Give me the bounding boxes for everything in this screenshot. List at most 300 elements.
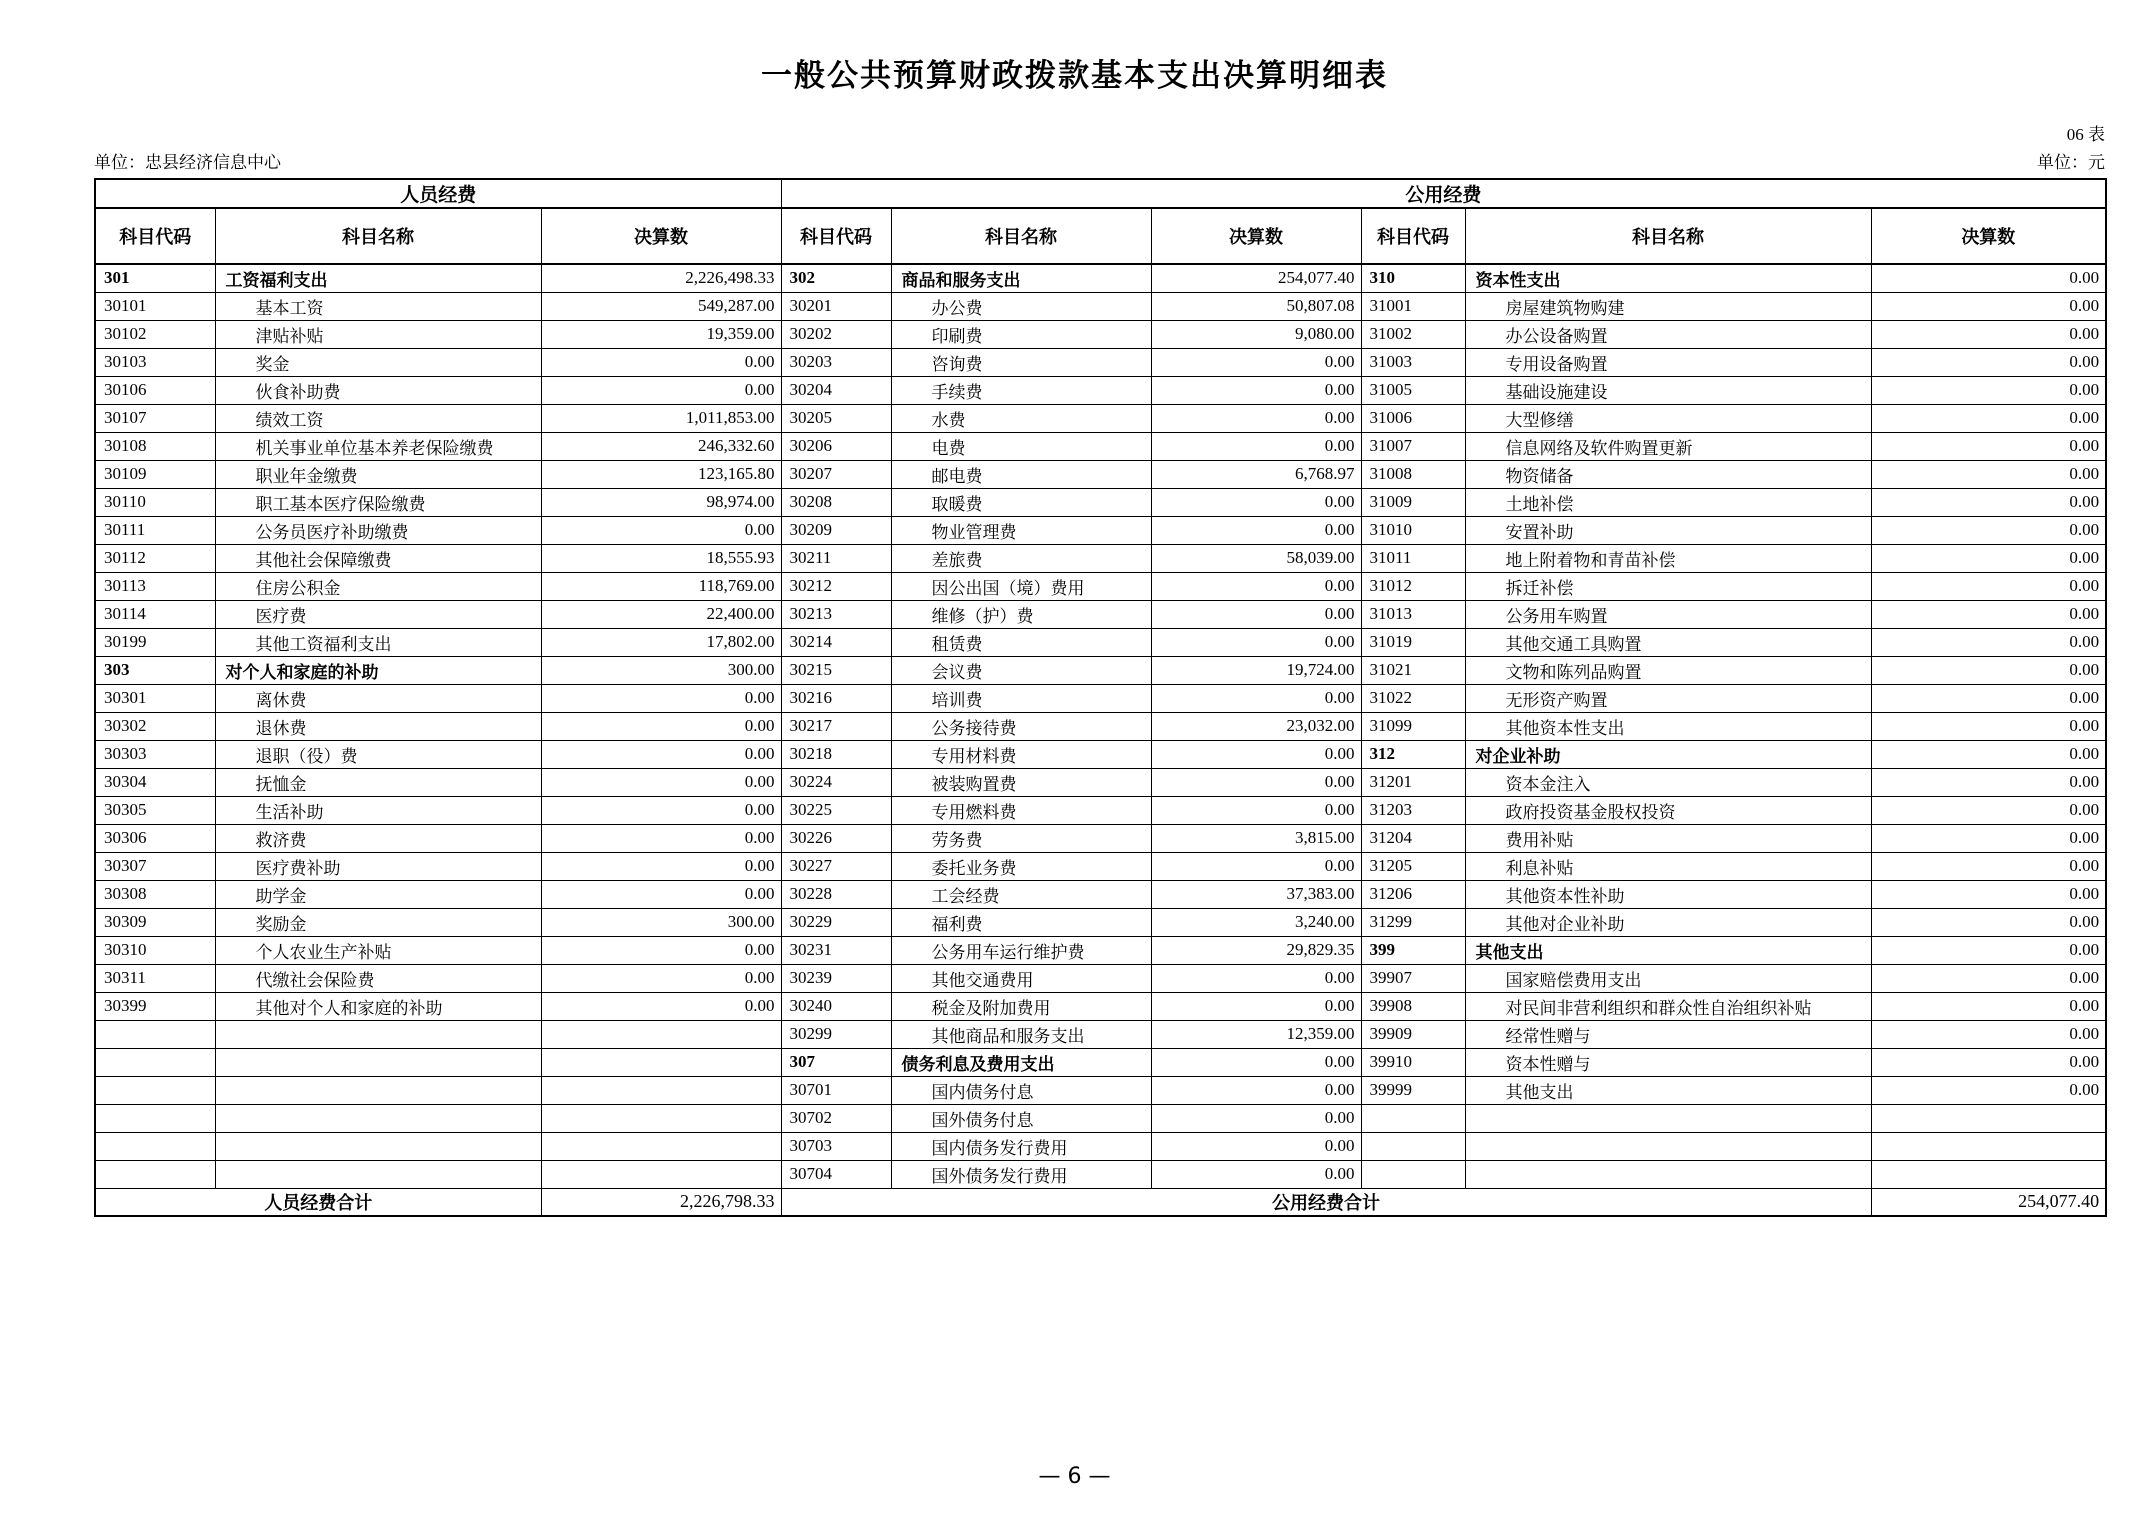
amount-cell: 0.00 (1871, 964, 2106, 992)
group-header-personnel: 人员经费 (95, 179, 781, 208)
amount-cell: 50,807.08 (1151, 292, 1361, 320)
amount-cell: 0.00 (1871, 544, 2106, 572)
amount-cell: 0.00 (1151, 1104, 1361, 1132)
subject-name-cell (215, 1132, 541, 1160)
table-row (95, 1132, 2106, 1160)
table-row (95, 908, 2106, 936)
amount-cell (541, 1104, 781, 1132)
subject-code-cell: 30209 (781, 516, 891, 544)
table-row (95, 880, 2106, 908)
subject-name-cell: 生活补助 (215, 796, 541, 824)
subject-name-cell: 职工基本医疗保险缴费 (215, 488, 541, 516)
subject-name-cell: 其他商品和服务支出 (891, 1020, 1151, 1048)
subject-name-cell: 手续费 (891, 376, 1151, 404)
amount-cell: 0.00 (1871, 1048, 2106, 1076)
subject-name-cell: 抚恤金 (215, 768, 541, 796)
amount-cell: 0.00 (1151, 1132, 1361, 1160)
table-row (95, 1076, 2106, 1104)
amount-cell: 0.00 (1871, 824, 2106, 852)
subject-code-cell: 30216 (781, 684, 891, 712)
amount-cell: 0.00 (1871, 348, 2106, 376)
amount-cell: 0.00 (1871, 796, 2106, 824)
public-total-label: 公用经费合计 (781, 1188, 1871, 1216)
subject-name-cell: 医疗费 (215, 600, 541, 628)
subject-code-cell: 30311 (95, 964, 215, 992)
table-row (95, 376, 2106, 404)
subject-name-cell: 国内债务付息 (891, 1076, 1151, 1104)
amount-cell: 0.00 (1871, 320, 2106, 348)
subject-name-cell: 代缴社会保险费 (215, 964, 541, 992)
subject-name-cell: 专用设备购置 (1465, 348, 1871, 376)
col-header-amount: 决算数 (1871, 208, 2106, 264)
amount-cell: 0.00 (1871, 712, 2106, 740)
amount-cell: 0.00 (1151, 992, 1361, 1020)
subject-name-cell: 租赁费 (891, 628, 1151, 656)
subject-name-cell: 咨询费 (891, 348, 1151, 376)
subject-code-cell: 31203 (1361, 796, 1465, 824)
amount-cell: 0.00 (541, 936, 781, 964)
subject-code-cell: 307 (781, 1048, 891, 1076)
subject-name-cell: 其他资本性支出 (1465, 712, 1871, 740)
table-row (95, 824, 2106, 852)
subject-name-cell: 物资储备 (1465, 460, 1871, 488)
subject-name-cell: 信息网络及软件购置更新 (1465, 432, 1871, 460)
table-row (95, 992, 2106, 1020)
table-row (95, 852, 2106, 880)
amount-cell: 0.00 (1871, 880, 2106, 908)
amount-cell: 0.00 (541, 992, 781, 1020)
amount-cell: 19,724.00 (1151, 656, 1361, 684)
subject-name-cell: 培训费 (891, 684, 1151, 712)
subject-code-cell: 31204 (1361, 824, 1465, 852)
subject-name-cell: 债务利息及费用支出 (891, 1048, 1151, 1076)
subject-name-cell: 电费 (891, 432, 1151, 460)
amount-cell: 3,240.00 (1151, 908, 1361, 936)
subject-name-cell: 国外债务付息 (891, 1104, 1151, 1132)
subject-code-cell: 30303 (95, 740, 215, 768)
amount-cell: 0.00 (1871, 1020, 2106, 1048)
subject-name-cell: 专用燃料费 (891, 796, 1151, 824)
amount-cell: 0.00 (541, 516, 781, 544)
subject-code-cell: 30704 (781, 1160, 891, 1188)
subject-code-cell: 30110 (95, 488, 215, 516)
subject-name-cell: 费用补贴 (1465, 824, 1871, 852)
subject-name-cell: 安置补助 (1465, 516, 1871, 544)
subject-name-cell: 公务用车购置 (1465, 600, 1871, 628)
subject-code-cell: 30310 (95, 936, 215, 964)
subject-name-cell (215, 1076, 541, 1104)
subject-name-cell: 公务接待费 (891, 712, 1151, 740)
subject-code-cell: 30106 (95, 376, 215, 404)
subject-code-cell (95, 1104, 215, 1132)
subject-code-cell: 30202 (781, 320, 891, 348)
subject-code-cell: 39909 (1361, 1020, 1465, 1048)
subject-code-cell: 31299 (1361, 908, 1465, 936)
amount-cell: 3,815.00 (1151, 824, 1361, 852)
subject-code-cell: 31206 (1361, 880, 1465, 908)
amount-cell (541, 1160, 781, 1188)
amount-cell: 0.00 (1871, 516, 2106, 544)
subject-name-cell: 资本金注入 (1465, 768, 1871, 796)
amount-cell: 254,077.40 (1151, 264, 1361, 292)
table-row (95, 544, 2106, 572)
personnel-total-value: 2,226,798.33 (541, 1188, 781, 1216)
table-row (95, 404, 2106, 432)
amount-cell (541, 1076, 781, 1104)
amount-cell: 123,165.80 (541, 460, 781, 488)
subject-name-cell (215, 1104, 541, 1132)
subject-name-cell (215, 1048, 541, 1076)
subject-code-cell: 31009 (1361, 488, 1465, 516)
subject-code-cell: 30212 (781, 572, 891, 600)
amount-cell: 0.00 (1151, 964, 1361, 992)
column-header-row (95, 208, 2106, 264)
amount-cell: 0.00 (541, 348, 781, 376)
amount-cell: 37,383.00 (1151, 880, 1361, 908)
amount-cell: 18,555.93 (541, 544, 781, 572)
subject-code-cell: 399 (1361, 936, 1465, 964)
subject-code-cell: 31201 (1361, 768, 1465, 796)
table-number: 06 表 (2066, 125, 2105, 144)
subject-code-cell: 30240 (781, 992, 891, 1020)
subject-code-cell (1361, 1132, 1465, 1160)
subject-name-cell: 公务员医疗补助缴费 (215, 516, 541, 544)
amount-cell: 22,400.00 (541, 600, 781, 628)
table-row (95, 768, 2106, 796)
table-row (95, 264, 2106, 292)
amount-cell: 0.00 (541, 852, 781, 880)
table-row (95, 432, 2106, 460)
amount-cell: 0.00 (541, 684, 781, 712)
amount-cell: 0.00 (1871, 852, 2106, 880)
amount-cell: 0.00 (1151, 600, 1361, 628)
amount-cell (1871, 1132, 2106, 1160)
table-row (95, 796, 2106, 824)
amount-cell: 17,802.00 (541, 628, 781, 656)
amount-cell: 0.00 (1151, 488, 1361, 516)
subject-code-cell: 30113 (95, 572, 215, 600)
subject-code-cell: 31012 (1361, 572, 1465, 600)
table-row (95, 1048, 2106, 1076)
subject-code-cell: 30201 (781, 292, 891, 320)
col-header-amount: 决算数 (541, 208, 781, 264)
subject-name-cell: 离休费 (215, 684, 541, 712)
subject-name-cell: 对民间非营利组织和群众性自治组织补贴 (1465, 992, 1871, 1020)
subject-code-cell: 30304 (95, 768, 215, 796)
amount-cell: 23,032.00 (1151, 712, 1361, 740)
amount-cell: 29,829.35 (1151, 936, 1361, 964)
subject-code-cell: 31010 (1361, 516, 1465, 544)
amount-cell: 0.00 (1871, 488, 2106, 516)
subject-code-cell: 30203 (781, 348, 891, 376)
subject-code-cell: 30228 (781, 880, 891, 908)
totals-row (95, 1188, 2106, 1216)
subject-code-cell: 30114 (95, 600, 215, 628)
amount-cell: 0.00 (541, 796, 781, 824)
subject-code-cell: 30226 (781, 824, 891, 852)
subject-name-cell: 个人农业生产补贴 (215, 936, 541, 964)
subject-code-cell: 30309 (95, 908, 215, 936)
subject-code-cell: 30101 (95, 292, 215, 320)
subject-name-cell: 退休费 (215, 712, 541, 740)
subject-name-cell: 其他对企业补助 (1465, 908, 1871, 936)
amount-cell: 0.00 (1871, 684, 2106, 712)
subject-name-cell: 其他支出 (1465, 936, 1871, 964)
table-row (95, 936, 2106, 964)
amount-cell (541, 1132, 781, 1160)
unit-name: 单位：忠县经济信息中心 (94, 153, 281, 172)
subject-name-cell: 津贴补贴 (215, 320, 541, 348)
amount-cell: 0.00 (1151, 796, 1361, 824)
amount-cell: 118,769.00 (541, 572, 781, 600)
subject-name-cell: 土地补偿 (1465, 488, 1871, 516)
amount-cell: 0.00 (541, 880, 781, 908)
table-row (95, 964, 2106, 992)
subject-name-cell: 取暖费 (891, 488, 1151, 516)
subject-code-cell: 30103 (95, 348, 215, 376)
amount-cell: 0.00 (1871, 376, 2106, 404)
amount-cell: 0.00 (1871, 1076, 2106, 1104)
subject-code-cell: 301 (95, 264, 215, 292)
amount-cell (541, 1020, 781, 1048)
subject-code-cell: 30205 (781, 404, 891, 432)
subject-name-cell: 住房公积金 (215, 572, 541, 600)
subject-code-cell: 30211 (781, 544, 891, 572)
col-header-code: 科目代码 (781, 208, 891, 264)
table-row (95, 1020, 2106, 1048)
subject-code-cell: 30215 (781, 656, 891, 684)
amount-cell: 0.00 (1871, 460, 2106, 488)
amount-cell: 9,080.00 (1151, 320, 1361, 348)
amount-cell: 0.00 (541, 824, 781, 852)
subject-name-cell: 其他对个人和家庭的补助 (215, 992, 541, 1020)
subject-name-cell: 被装购置费 (891, 768, 1151, 796)
col-header-name: 科目名称 (1465, 208, 1871, 264)
subject-code-cell: 31205 (1361, 852, 1465, 880)
col-header-code: 科目代码 (1361, 208, 1465, 264)
subject-name-cell: 公务用车运行维护费 (891, 936, 1151, 964)
subject-code-cell: 30299 (781, 1020, 891, 1048)
subject-name-cell (1465, 1132, 1871, 1160)
subject-name-cell: 商品和服务支出 (891, 264, 1151, 292)
subject-name-cell: 其他工资福利支出 (215, 628, 541, 656)
amount-cell: 300.00 (541, 908, 781, 936)
amount-cell: 0.00 (1871, 992, 2106, 1020)
subject-name-cell: 助学金 (215, 880, 541, 908)
amount-cell (1871, 1160, 2106, 1188)
amount-cell: 0.00 (541, 376, 781, 404)
amount-cell: 19,359.00 (541, 320, 781, 348)
amount-cell: 0.00 (1871, 628, 2106, 656)
meta-row (94, 148, 2105, 173)
amount-cell: 0.00 (1151, 628, 1361, 656)
amount-cell: 0.00 (541, 964, 781, 992)
table-row (95, 712, 2106, 740)
table-row (95, 572, 2106, 600)
amount-cell: 2,226,498.33 (541, 264, 781, 292)
table-row (95, 460, 2106, 488)
subject-code-cell: 31011 (1361, 544, 1465, 572)
table-row (95, 684, 2106, 712)
subject-name-cell (1465, 1104, 1871, 1132)
subject-name-cell: 基础设施建设 (1465, 376, 1871, 404)
subject-code-cell: 30213 (781, 600, 891, 628)
public-total-value: 254,077.40 (1871, 1188, 2106, 1216)
table-row (95, 740, 2106, 768)
amount-cell: 0.00 (541, 768, 781, 796)
subject-code-cell: 31008 (1361, 460, 1465, 488)
amount-cell (541, 1048, 781, 1076)
subject-code-cell: 30701 (781, 1076, 891, 1104)
subject-code-cell: 30702 (781, 1104, 891, 1132)
col-header-name: 科目名称 (891, 208, 1151, 264)
table-row (95, 1160, 2106, 1188)
subject-code-cell: 39910 (1361, 1048, 1465, 1076)
subject-name-cell: 伙食补助费 (215, 376, 541, 404)
subject-name-cell: 委托业务费 (891, 852, 1151, 880)
subject-name-cell: 拆迁补偿 (1465, 572, 1871, 600)
subject-code-cell (1361, 1104, 1465, 1132)
table-row (95, 348, 2106, 376)
amount-cell: 0.00 (1151, 376, 1361, 404)
table-row (95, 292, 2106, 320)
subject-code-cell (95, 1020, 215, 1048)
subject-code-cell: 30306 (95, 824, 215, 852)
subject-name-cell: 税金及附加费用 (891, 992, 1151, 1020)
subject-code-cell (1361, 1160, 1465, 1188)
subject-code-cell: 31002 (1361, 320, 1465, 348)
subject-code-cell: 30206 (781, 432, 891, 460)
subject-code-cell: 30225 (781, 796, 891, 824)
subject-code-cell: 30229 (781, 908, 891, 936)
subject-code-cell (95, 1048, 215, 1076)
subject-name-cell: 其他资本性补助 (1465, 880, 1871, 908)
subject-code-cell: 30301 (95, 684, 215, 712)
subject-code-cell: 30703 (781, 1132, 891, 1160)
subject-code-cell: 31019 (1361, 628, 1465, 656)
subject-code-cell: 31005 (1361, 376, 1465, 404)
subject-name-cell (215, 1020, 541, 1048)
subject-name-cell: 办公费 (891, 292, 1151, 320)
subject-name-cell: 奖励金 (215, 908, 541, 936)
subject-code-cell: 30108 (95, 432, 215, 460)
subject-name-cell: 政府投资基金股权投资 (1465, 796, 1871, 824)
subject-code-cell: 30112 (95, 544, 215, 572)
col-header-name: 科目名称 (215, 208, 541, 264)
subject-name-cell: 救济费 (215, 824, 541, 852)
subject-name-cell: 资本性支出 (1465, 264, 1871, 292)
subject-name-cell (215, 1160, 541, 1188)
subject-code-cell: 39999 (1361, 1076, 1465, 1104)
subject-code-cell (95, 1076, 215, 1104)
subject-name-cell: 绩效工资 (215, 404, 541, 432)
amount-cell: 0.00 (1871, 292, 2106, 320)
subject-name-cell: 机关事业单位基本养老保险缴费 (215, 432, 541, 460)
subject-name-cell: 奖金 (215, 348, 541, 376)
subject-name-cell: 房屋建筑物购建 (1465, 292, 1871, 320)
subject-name-cell: 工会经费 (891, 880, 1151, 908)
subject-code-cell: 31022 (1361, 684, 1465, 712)
amount-cell: 0.00 (1151, 1048, 1361, 1076)
subject-code-cell: 30214 (781, 628, 891, 656)
amount-cell: 549,287.00 (541, 292, 781, 320)
col-header-amount: 决算数 (1151, 208, 1361, 264)
subject-name-cell: 经常性赠与 (1465, 1020, 1871, 1048)
amount-cell: 0.00 (1151, 852, 1361, 880)
amount-cell: 0.00 (1871, 740, 2106, 768)
table-row (95, 488, 2106, 516)
amount-cell: 1,011,853.00 (541, 404, 781, 432)
subject-name-cell: 其他支出 (1465, 1076, 1871, 1104)
table-row (95, 656, 2106, 684)
subject-code-cell: 30102 (95, 320, 215, 348)
table-row (95, 1104, 2106, 1132)
subject-code-cell (95, 1160, 215, 1188)
subject-code-cell: 302 (781, 264, 891, 292)
subject-name-cell: 医疗费补助 (215, 852, 541, 880)
subject-code-cell: 30307 (95, 852, 215, 880)
subject-code-cell: 30217 (781, 712, 891, 740)
subject-name-cell: 邮电费 (891, 460, 1151, 488)
subject-name-cell: 办公设备购置 (1465, 320, 1871, 348)
amount-cell (1871, 1104, 2106, 1132)
subject-code-cell: 30231 (781, 936, 891, 964)
amount-cell: 0.00 (1151, 432, 1361, 460)
subject-name-cell: 资本性赠与 (1465, 1048, 1871, 1076)
subject-name-cell: 其他社会保障缴费 (215, 544, 541, 572)
subject-code-cell: 30208 (781, 488, 891, 516)
expenditure-table (94, 178, 2107, 1217)
amount-cell: 0.00 (1151, 1076, 1361, 1104)
subject-name-cell: 基本工资 (215, 292, 541, 320)
subject-name-cell: 工资福利支出 (215, 264, 541, 292)
subject-code-cell: 30107 (95, 404, 215, 432)
col-header-code: 科目代码 (95, 208, 215, 264)
subject-name-cell: 对企业补助 (1465, 740, 1871, 768)
subject-name-cell: 退职（役）费 (215, 740, 541, 768)
subject-code-cell: 39907 (1361, 964, 1465, 992)
subject-name-cell: 对个人和家庭的补助 (215, 656, 541, 684)
group-header-row (95, 179, 2106, 208)
table-row (95, 628, 2106, 656)
subject-name-cell: 大型修缮 (1465, 404, 1871, 432)
subject-code-cell: 30224 (781, 768, 891, 796)
amount-cell: 0.00 (1871, 432, 2106, 460)
amount-cell: 12,359.00 (1151, 1020, 1361, 1048)
subject-name-cell: 国外债务发行费用 (891, 1160, 1151, 1188)
table-row (95, 320, 2106, 348)
subject-name-cell: 其他交通工具购置 (1465, 628, 1871, 656)
amount-cell: 0.00 (1871, 600, 2106, 628)
amount-cell: 0.00 (1151, 516, 1361, 544)
table-row (95, 600, 2106, 628)
subject-name-cell: 印刷费 (891, 320, 1151, 348)
subject-code-cell: 30308 (95, 880, 215, 908)
subject-code-cell: 31003 (1361, 348, 1465, 376)
amount-cell: 0.00 (1871, 656, 2106, 684)
subject-code-cell: 312 (1361, 740, 1465, 768)
subject-name-cell: 国家赔偿费用支出 (1465, 964, 1871, 992)
amount-cell: 6,768.97 (1151, 460, 1361, 488)
subject-name-cell: 因公出国（境）费用 (891, 572, 1151, 600)
subject-name-cell: 水费 (891, 404, 1151, 432)
subject-name-cell: 利息补贴 (1465, 852, 1871, 880)
subject-name-cell: 维修（护）费 (891, 600, 1151, 628)
subject-code-cell: 30218 (781, 740, 891, 768)
amount-cell: 0.00 (1871, 908, 2106, 936)
group-header-public: 公用经费 (781, 179, 2106, 208)
amount-cell: 0.00 (541, 712, 781, 740)
